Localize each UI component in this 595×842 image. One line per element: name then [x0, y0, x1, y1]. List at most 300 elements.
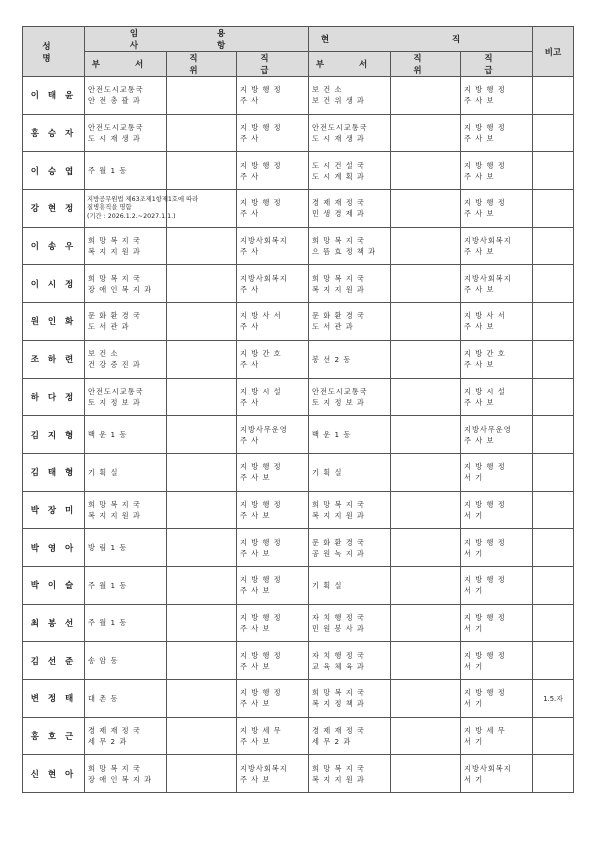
- cell-line: 서 기: [464, 473, 484, 483]
- current-position: [391, 77, 461, 115]
- cell-line: 주 사 보: [464, 171, 495, 181]
- cell-line: 서 기: [464, 737, 484, 747]
- current-dept: [309, 227, 391, 265]
- appointment-position: [167, 717, 237, 755]
- cell-line: 경 제 재 정 국: [312, 198, 365, 208]
- cell-line: 보 건 소: [312, 85, 343, 95]
- current-grade: [461, 453, 533, 491]
- cell-line: 주 사 보: [464, 209, 495, 219]
- cell-line: 복 지 정 책 과: [312, 699, 365, 709]
- current-position: [391, 190, 461, 228]
- cell-line: 지 방 행 정: [464, 462, 506, 472]
- employee-name: 이 태 윤: [23, 77, 85, 115]
- current-position: [391, 642, 461, 680]
- cell-line: 공 원 녹 지 과: [312, 548, 365, 558]
- table-row: [23, 340, 574, 378]
- appointment-dept: [85, 378, 167, 416]
- cell-line: 지 방 행 정: [240, 688, 282, 698]
- cell-line: 지방사회복지: [464, 763, 512, 773]
- cell-line: 주 사 보: [464, 96, 495, 106]
- cell-line: 지방사회복지: [240, 236, 288, 246]
- cell-line: 주 사 보: [240, 548, 271, 558]
- cell-line: (기간 : 2026.1.2.~2027.1.1.): [87, 212, 176, 220]
- appointment-grade: [237, 566, 309, 604]
- appointment-grade: [237, 114, 309, 152]
- current-grade: [461, 190, 533, 228]
- appointment-grade: [237, 303, 309, 341]
- employee-name: 김 태 형: [23, 453, 85, 491]
- appointment-grade: [237, 642, 309, 680]
- remarks-cell: [533, 265, 574, 303]
- cell-line: 희 망 복 지 국: [312, 763, 365, 773]
- cell-line: 송 암 동: [88, 656, 119, 666]
- cell-line: 질병휴직을 명함: [87, 204, 132, 212]
- remarks-cell: [533, 303, 574, 341]
- cell-line: 지 방 세 무: [464, 726, 506, 736]
- current-dept: [309, 190, 391, 228]
- current-position: [391, 604, 461, 642]
- cell-line: 안전도시교통국: [312, 123, 368, 133]
- cell-line: 지 방 세 무: [240, 726, 282, 736]
- cell-line: 복 지 지 원 과: [88, 510, 141, 520]
- appointment-dept: [85, 303, 167, 341]
- employee-name: 최 봉 선: [23, 604, 85, 642]
- header-current-grade: 직 급: [461, 52, 533, 77]
- appointment-position: [167, 303, 237, 341]
- current-dept: [309, 303, 391, 341]
- current-dept: [309, 642, 391, 680]
- cell-line: 지 방 사 서: [240, 311, 282, 321]
- appointment-grade: [237, 680, 309, 718]
- remarks-cell: [533, 642, 574, 680]
- current-dept: [309, 680, 391, 718]
- cell-line: 주 사 보: [464, 284, 495, 294]
- cell-line: 주 사: [240, 435, 260, 445]
- appointment-position: [167, 416, 237, 454]
- cell-line: 주 사: [240, 134, 260, 144]
- current-position: [391, 529, 461, 567]
- cell-line: 복 지 지 원 과: [312, 774, 365, 784]
- appointment-grade: [237, 152, 309, 190]
- remarks-cell: [533, 378, 574, 416]
- cell-line: 보 건 소: [88, 349, 119, 359]
- cell-line: 도 시 계 획 과: [312, 171, 365, 181]
- table-row: [23, 680, 574, 718]
- cell-line: 지 방 간 호: [464, 349, 506, 359]
- header-remarks: 비고: [533, 27, 574, 77]
- appointment-grade: [237, 265, 309, 303]
- appointment-dept: [85, 642, 167, 680]
- remarks-cell: [533, 491, 574, 529]
- cell-line: 도 시 재 생 과: [88, 134, 141, 144]
- table-row: [23, 265, 574, 303]
- remarks-cell: 1.5.자: [533, 680, 574, 718]
- header-appointment-grade: 직 급: [237, 52, 309, 77]
- current-dept: [309, 378, 391, 416]
- cell-line: 지 방 시 설: [464, 386, 506, 396]
- employee-name: 김 지 형: [23, 416, 85, 454]
- current-position: [391, 378, 461, 416]
- appointment-dept: [85, 604, 167, 642]
- cell-line: 지 방 행 정: [464, 650, 506, 660]
- cell-line: 주 사 보: [240, 623, 271, 633]
- cell-line: 기 획 실: [312, 580, 343, 590]
- header-appointment: 임 용 사 항: [85, 27, 309, 52]
- appointment-position: [167, 755, 237, 793]
- appointment-dept: [85, 340, 167, 378]
- cell-line: 기 획 실: [88, 467, 119, 477]
- appointment-position: [167, 642, 237, 680]
- cell-line: 희 망 복 지 국: [88, 273, 141, 283]
- current-dept: [309, 340, 391, 378]
- appointment-dept: [85, 265, 167, 303]
- cell-line: 지 방 간 호: [240, 349, 282, 359]
- current-dept: [309, 529, 391, 567]
- current-position: [391, 416, 461, 454]
- cell-line: 서 기: [464, 774, 484, 784]
- header-current-position: 직 위: [391, 52, 461, 77]
- table-row: [23, 303, 574, 341]
- appointment-grade: [237, 190, 309, 228]
- cell-line: 장 애 인 복 지 과: [88, 774, 153, 784]
- table-row: [23, 114, 574, 152]
- appointment-position: [167, 265, 237, 303]
- table-row: [23, 566, 574, 604]
- appointment-position: [167, 340, 237, 378]
- appointment-grade: [237, 378, 309, 416]
- employee-name: 신 현 아: [23, 755, 85, 793]
- cell-line: 주 사 보: [240, 699, 271, 709]
- table-row: [23, 529, 574, 567]
- cell-line: 안전도시교통국: [88, 386, 144, 396]
- header-name: 성 명: [23, 27, 85, 77]
- employee-name: 조 하 련: [23, 340, 85, 378]
- remarks-cell: [533, 755, 574, 793]
- cell-line: 문 화 환 경 국: [88, 311, 141, 321]
- cell-line: 주 사 보: [240, 473, 271, 483]
- current-grade: [461, 717, 533, 755]
- header-appointment-dept: 부 서: [85, 52, 167, 77]
- cell-line: 안 전 총 괄 과: [88, 96, 141, 106]
- cell-line: 지 방 행 정: [464, 160, 506, 170]
- cell-line: 지방사회복지: [464, 236, 512, 246]
- current-grade: [461, 491, 533, 529]
- employee-name: 원 인 화: [23, 303, 85, 341]
- cell-line: 지 방 행 정: [240, 462, 282, 472]
- table-body: [23, 77, 574, 793]
- cell-line: 건 강 증 진 과: [88, 360, 141, 370]
- cell-line: 주 사 보: [464, 435, 495, 445]
- cell-line: 복 지 지 원 과: [88, 247, 141, 257]
- current-position: [391, 566, 461, 604]
- cell-line: 지 방 행 정: [240, 575, 282, 585]
- remarks-cell: [533, 717, 574, 755]
- appointment-dept: [85, 114, 167, 152]
- table-row: [23, 77, 574, 115]
- cell-line: 세 무 2 과: [88, 737, 128, 747]
- cell-line: 장 애 인 복 지 과: [88, 284, 153, 294]
- current-position: [391, 303, 461, 341]
- cell-line: 서 기: [464, 661, 484, 671]
- cell-line: 안전도시교통국: [88, 85, 144, 95]
- current-grade: [461, 152, 533, 190]
- current-dept: [309, 152, 391, 190]
- appointment-dept: [85, 491, 167, 529]
- cell-line: 주 사: [240, 322, 260, 332]
- cell-line: 희 망 복 지 국: [88, 763, 141, 773]
- current-grade: [461, 642, 533, 680]
- current-dept: [309, 604, 391, 642]
- cell-line: 지 방 행 정: [464, 575, 506, 585]
- cell-line: 자 치 행 정 국: [312, 612, 365, 622]
- table-row: [23, 227, 574, 265]
- cell-line: 주 사: [240, 360, 260, 370]
- appointment-grade: [237, 755, 309, 793]
- personnel-table: [22, 26, 574, 793]
- cell-line: 서 기: [464, 699, 484, 709]
- current-position: [391, 717, 461, 755]
- cell-line: 주 사 보: [240, 510, 271, 520]
- remarks-cell: [533, 604, 574, 642]
- appointment-grade: [237, 416, 309, 454]
- cell-line: 지방공무원법 제63조제1항제1호에 따라: [87, 195, 199, 203]
- appointment-position: [167, 566, 237, 604]
- table-row: [23, 642, 574, 680]
- current-position: [391, 680, 461, 718]
- cell-line: 경 제 재 정 국: [312, 726, 365, 736]
- employee-name: 홍 승 자: [23, 114, 85, 152]
- cell-line: 도 시 재 생 과: [312, 134, 365, 144]
- table-row: [23, 453, 574, 491]
- appointment-grade: [237, 529, 309, 567]
- cell-line: 지 방 행 정: [240, 198, 282, 208]
- cell-line: 지 방 행 정: [464, 499, 506, 509]
- cell-line: 복 지 지 원 과: [312, 284, 365, 294]
- employee-name: 변 정 태: [23, 680, 85, 718]
- current-dept: [309, 265, 391, 303]
- cell-line: 주 사 보: [464, 322, 495, 332]
- remarks-cell: [533, 152, 574, 190]
- cell-line: 주 사 보: [240, 586, 271, 596]
- header-current-dept: 부 서: [309, 52, 391, 77]
- cell-line: 서 기: [464, 623, 484, 633]
- remarks-cell: [533, 114, 574, 152]
- cell-line: 지 방 행 정: [464, 612, 506, 622]
- cell-line: 지 방 사 서: [464, 311, 506, 321]
- cell-line: 경 제 재 정 국: [88, 726, 141, 736]
- appointment-grade: [237, 717, 309, 755]
- current-grade: [461, 680, 533, 718]
- current-position: [391, 491, 461, 529]
- cell-line: 지방사회복지: [464, 273, 512, 283]
- current-position: [391, 340, 461, 378]
- remarks-cell: [533, 529, 574, 567]
- cell-line: 희 망 복 지 국: [312, 236, 365, 246]
- appointment-position: [167, 114, 237, 152]
- header-current: 현 직: [309, 27, 533, 52]
- current-grade: [461, 340, 533, 378]
- current-grade: [461, 265, 533, 303]
- appointment-grade: [237, 604, 309, 642]
- appointment-dept: [85, 227, 167, 265]
- employee-name: 박 영 아: [23, 529, 85, 567]
- appointment-dept: [85, 77, 167, 115]
- cell-line: 주 사: [240, 96, 260, 106]
- cell-line: 세 무 2 과: [312, 737, 352, 747]
- cell-line: 복 지 지 원 과: [312, 510, 365, 520]
- remarks-cell: [533, 77, 574, 115]
- appointment-dept: [85, 755, 167, 793]
- cell-line: 민 원 봉 사 과: [312, 623, 365, 633]
- appointment-position: [167, 680, 237, 718]
- cell-line: 지방사회복지: [240, 273, 288, 283]
- remarks-cell: [533, 190, 574, 228]
- employee-name: 하 다 정: [23, 378, 85, 416]
- cell-line: 지 방 행 정: [240, 650, 282, 660]
- cell-line: 지 방 행 정: [464, 537, 506, 547]
- employee-name: 박 이 슬: [23, 566, 85, 604]
- cell-line: 문 화 환 경 국: [312, 311, 365, 321]
- cell-line: 서 기: [464, 510, 484, 520]
- appointment-grade: [237, 227, 309, 265]
- appointment-position: [167, 491, 237, 529]
- cell-line: 지 방 행 정: [464, 198, 506, 208]
- cell-line: 지방사회복지: [240, 763, 288, 773]
- cell-line: 문 화 환 경 국: [312, 537, 365, 547]
- cell-line: 서 기: [464, 548, 484, 558]
- appointment-position: [167, 378, 237, 416]
- remarks-cell: [533, 566, 574, 604]
- table-row: [23, 152, 574, 190]
- cell-line: 주 사 보: [464, 134, 495, 144]
- table-row: [23, 190, 574, 228]
- current-dept: [309, 416, 391, 454]
- employee-name: 이 승 엽: [23, 152, 85, 190]
- appointment-position: [167, 604, 237, 642]
- cell-line: 도 서 관 과: [88, 322, 130, 332]
- table-row: [23, 755, 574, 793]
- cell-line: 봉 선 2 동: [312, 354, 352, 364]
- cell-line: 백 운 1 동: [312, 430, 352, 440]
- current-dept: [309, 566, 391, 604]
- cell-line: 자 치 행 정 국: [312, 650, 365, 660]
- appointment-dept: [85, 416, 167, 454]
- cell-line: 지 방 시 설: [240, 386, 282, 396]
- cell-line: 대 촌 동: [88, 693, 119, 703]
- current-grade: [461, 378, 533, 416]
- cell-line: 토 지 정 보 과: [312, 397, 365, 407]
- cell-line: 지 방 행 정: [464, 85, 506, 95]
- appointment-position: [167, 453, 237, 491]
- cell-line: 지 방 행 정: [464, 688, 506, 698]
- current-grade: [461, 604, 533, 642]
- cell-line: 기 획 실: [312, 467, 343, 477]
- cell-line: 서 기: [464, 586, 484, 596]
- appointment-grade: [237, 491, 309, 529]
- cell-line: 지 방 행 정: [464, 123, 506, 133]
- current-grade: [461, 303, 533, 341]
- table-row: [23, 717, 574, 755]
- cell-line: 주 사: [240, 247, 260, 257]
- current-grade: [461, 114, 533, 152]
- cell-line: 주 사: [240, 397, 260, 407]
- cell-line: 백 운 1 동: [88, 430, 128, 440]
- table-row: [23, 416, 574, 454]
- cell-line: 주 월 1 동: [88, 618, 128, 628]
- cell-line: 주 월 1 동: [88, 580, 128, 590]
- employee-name: 강 현 정: [23, 190, 85, 228]
- appointment-grade: [237, 77, 309, 115]
- appointment-grade: [237, 340, 309, 378]
- cell-line: 으 뜸 효 정 책 과: [312, 247, 377, 257]
- cell-line: 주 사: [240, 171, 260, 181]
- remarks-cell: [533, 416, 574, 454]
- appointment-dept: [85, 717, 167, 755]
- cell-line: 주 사 보: [464, 360, 495, 370]
- appointment-grade: [237, 453, 309, 491]
- current-position: [391, 453, 461, 491]
- cell-line: 지 방 행 정: [240, 123, 282, 133]
- cell-line: 희 망 복 지 국: [312, 273, 365, 283]
- appointment-dept: [85, 529, 167, 567]
- current-grade: [461, 529, 533, 567]
- cell-line: 주 사: [240, 209, 260, 219]
- cell-line: 주 사 보: [240, 774, 271, 784]
- employee-name: 이 시 정: [23, 265, 85, 303]
- current-dept: [309, 77, 391, 115]
- current-dept: [309, 114, 391, 152]
- appointment-position: [167, 77, 237, 115]
- current-dept: [309, 491, 391, 529]
- cell-line: 주 사 보: [464, 247, 495, 257]
- cell-line: 지방사무운영: [464, 424, 512, 434]
- cell-line: 희 망 복 지 국: [312, 499, 365, 509]
- cell-line: 주 사 보: [464, 397, 495, 407]
- cell-line: 지 방 행 정: [240, 499, 282, 509]
- employee-name: 홍 호 근: [23, 717, 85, 755]
- appointment-position: [167, 152, 237, 190]
- appointment-position: [167, 227, 237, 265]
- cell-line: 지 방 행 정: [240, 160, 282, 170]
- appointment-dept: [85, 680, 167, 718]
- current-grade: [461, 755, 533, 793]
- cell-line: 지방사무운영: [240, 424, 288, 434]
- cell-line: 주 월 1 동: [88, 166, 128, 176]
- cell-line: 지 방 행 정: [240, 612, 282, 622]
- remarks-cell: [533, 453, 574, 491]
- employee-name: 김 선 준: [23, 642, 85, 680]
- appointment-dept: [85, 190, 199, 228]
- appointment-dept: [85, 152, 167, 190]
- cell-line: 주 사 보: [240, 737, 271, 747]
- cell-line: 민 생 경 제 과: [312, 209, 365, 219]
- current-grade: [461, 416, 533, 454]
- table-row: [23, 491, 574, 529]
- remarks-cell: [533, 340, 574, 378]
- current-position: [391, 265, 461, 303]
- current-dept: [309, 717, 391, 755]
- appointment-position: [167, 529, 237, 567]
- cell-line: 안전도시교통국: [312, 386, 368, 396]
- cell-line: 주 사: [240, 284, 260, 294]
- current-grade: [461, 227, 533, 265]
- current-grade: [461, 566, 533, 604]
- cell-line: 희 망 복 지 국: [312, 688, 365, 698]
- cell-line: 희 망 복 지 국: [88, 499, 141, 509]
- cell-line: 도 시 건 설 국: [312, 160, 365, 170]
- employee-name: 이 송 우: [23, 227, 85, 265]
- employee-name: 박 장 미: [23, 491, 85, 529]
